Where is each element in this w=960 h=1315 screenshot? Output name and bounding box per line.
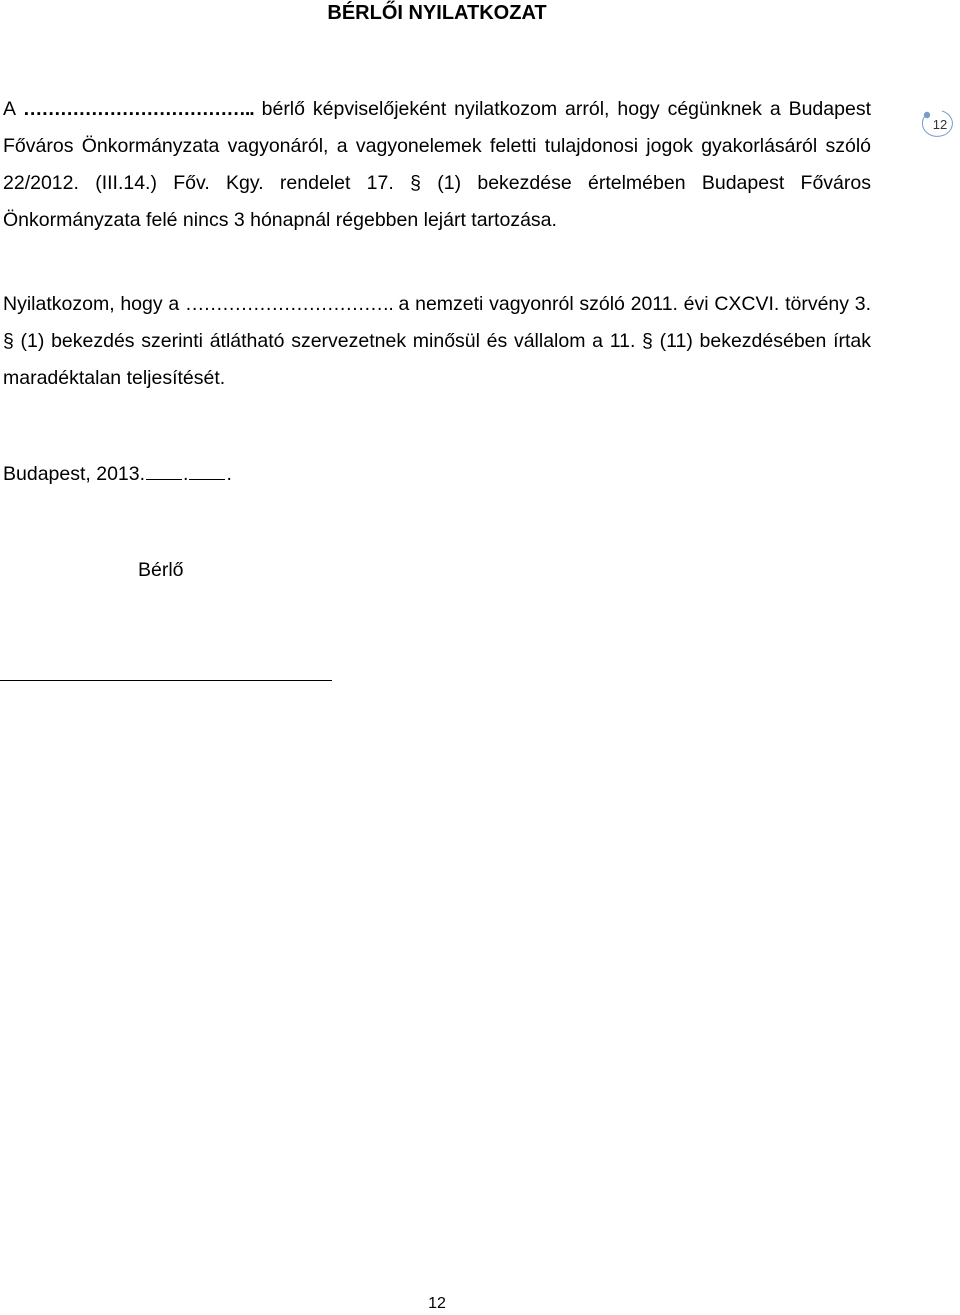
statement-paragraph-2 — [3, 286, 871, 397]
page-number-badge — [922, 108, 958, 140]
month-blank — [146, 465, 182, 480]
paragraph2-text: a nemzeti vagyonról szóló 2011. évi CXCVI. törvény 3. § (1) bekezdés szerinti átlátható szervezetnek minősül és vállalom a 11. § (11) bekezdésében írtak maradéktalan teljesítését. — [3, 293, 871, 389]
paragraph1-text: bérlő képviselőjeként nyilatkozom arról, hogy cégünknek a Budapest Főváros Önkormányzata vagyonáról, a vagyonelemek feletti tulajdonosi jogok gyakorlásáról szóló 22/2012. (III.14.) Főv. Kgy. rendelet 17. § (1) bekezdése értelmében Budapest Főváros Önkormányzata felé nincs 3 hónapnál régebben lejárt tartozása. — [3, 98, 871, 231]
paragraph1-blank-dots: ……………………………….. — [22, 98, 254, 120]
day-blank — [189, 465, 225, 480]
signature-line — [0, 680, 332, 681]
date-end: . — [226, 463, 232, 485]
page-number: 12 — [428, 1295, 446, 1312]
signature-label: Bérlő — [138, 559, 184, 581]
statement-paragraph-1 — [3, 91, 871, 239]
paragraph2-blank-dots: ……………………………. — [184, 293, 393, 315]
page-badge-number: 12 — [932, 117, 948, 132]
paragraph2-start: Nyilatkozom, hogy a — [3, 293, 180, 315]
date-separator: . — [183, 463, 189, 485]
paragraph1-start: A — [3, 98, 15, 120]
document-title: BÉRLŐI NYILATKOZAT — [327, 2, 547, 24]
place-and-date — [3, 460, 232, 488]
page-badge-icon — [922, 108, 958, 140]
place-date-text: Budapest, 2013. — [3, 463, 146, 485]
